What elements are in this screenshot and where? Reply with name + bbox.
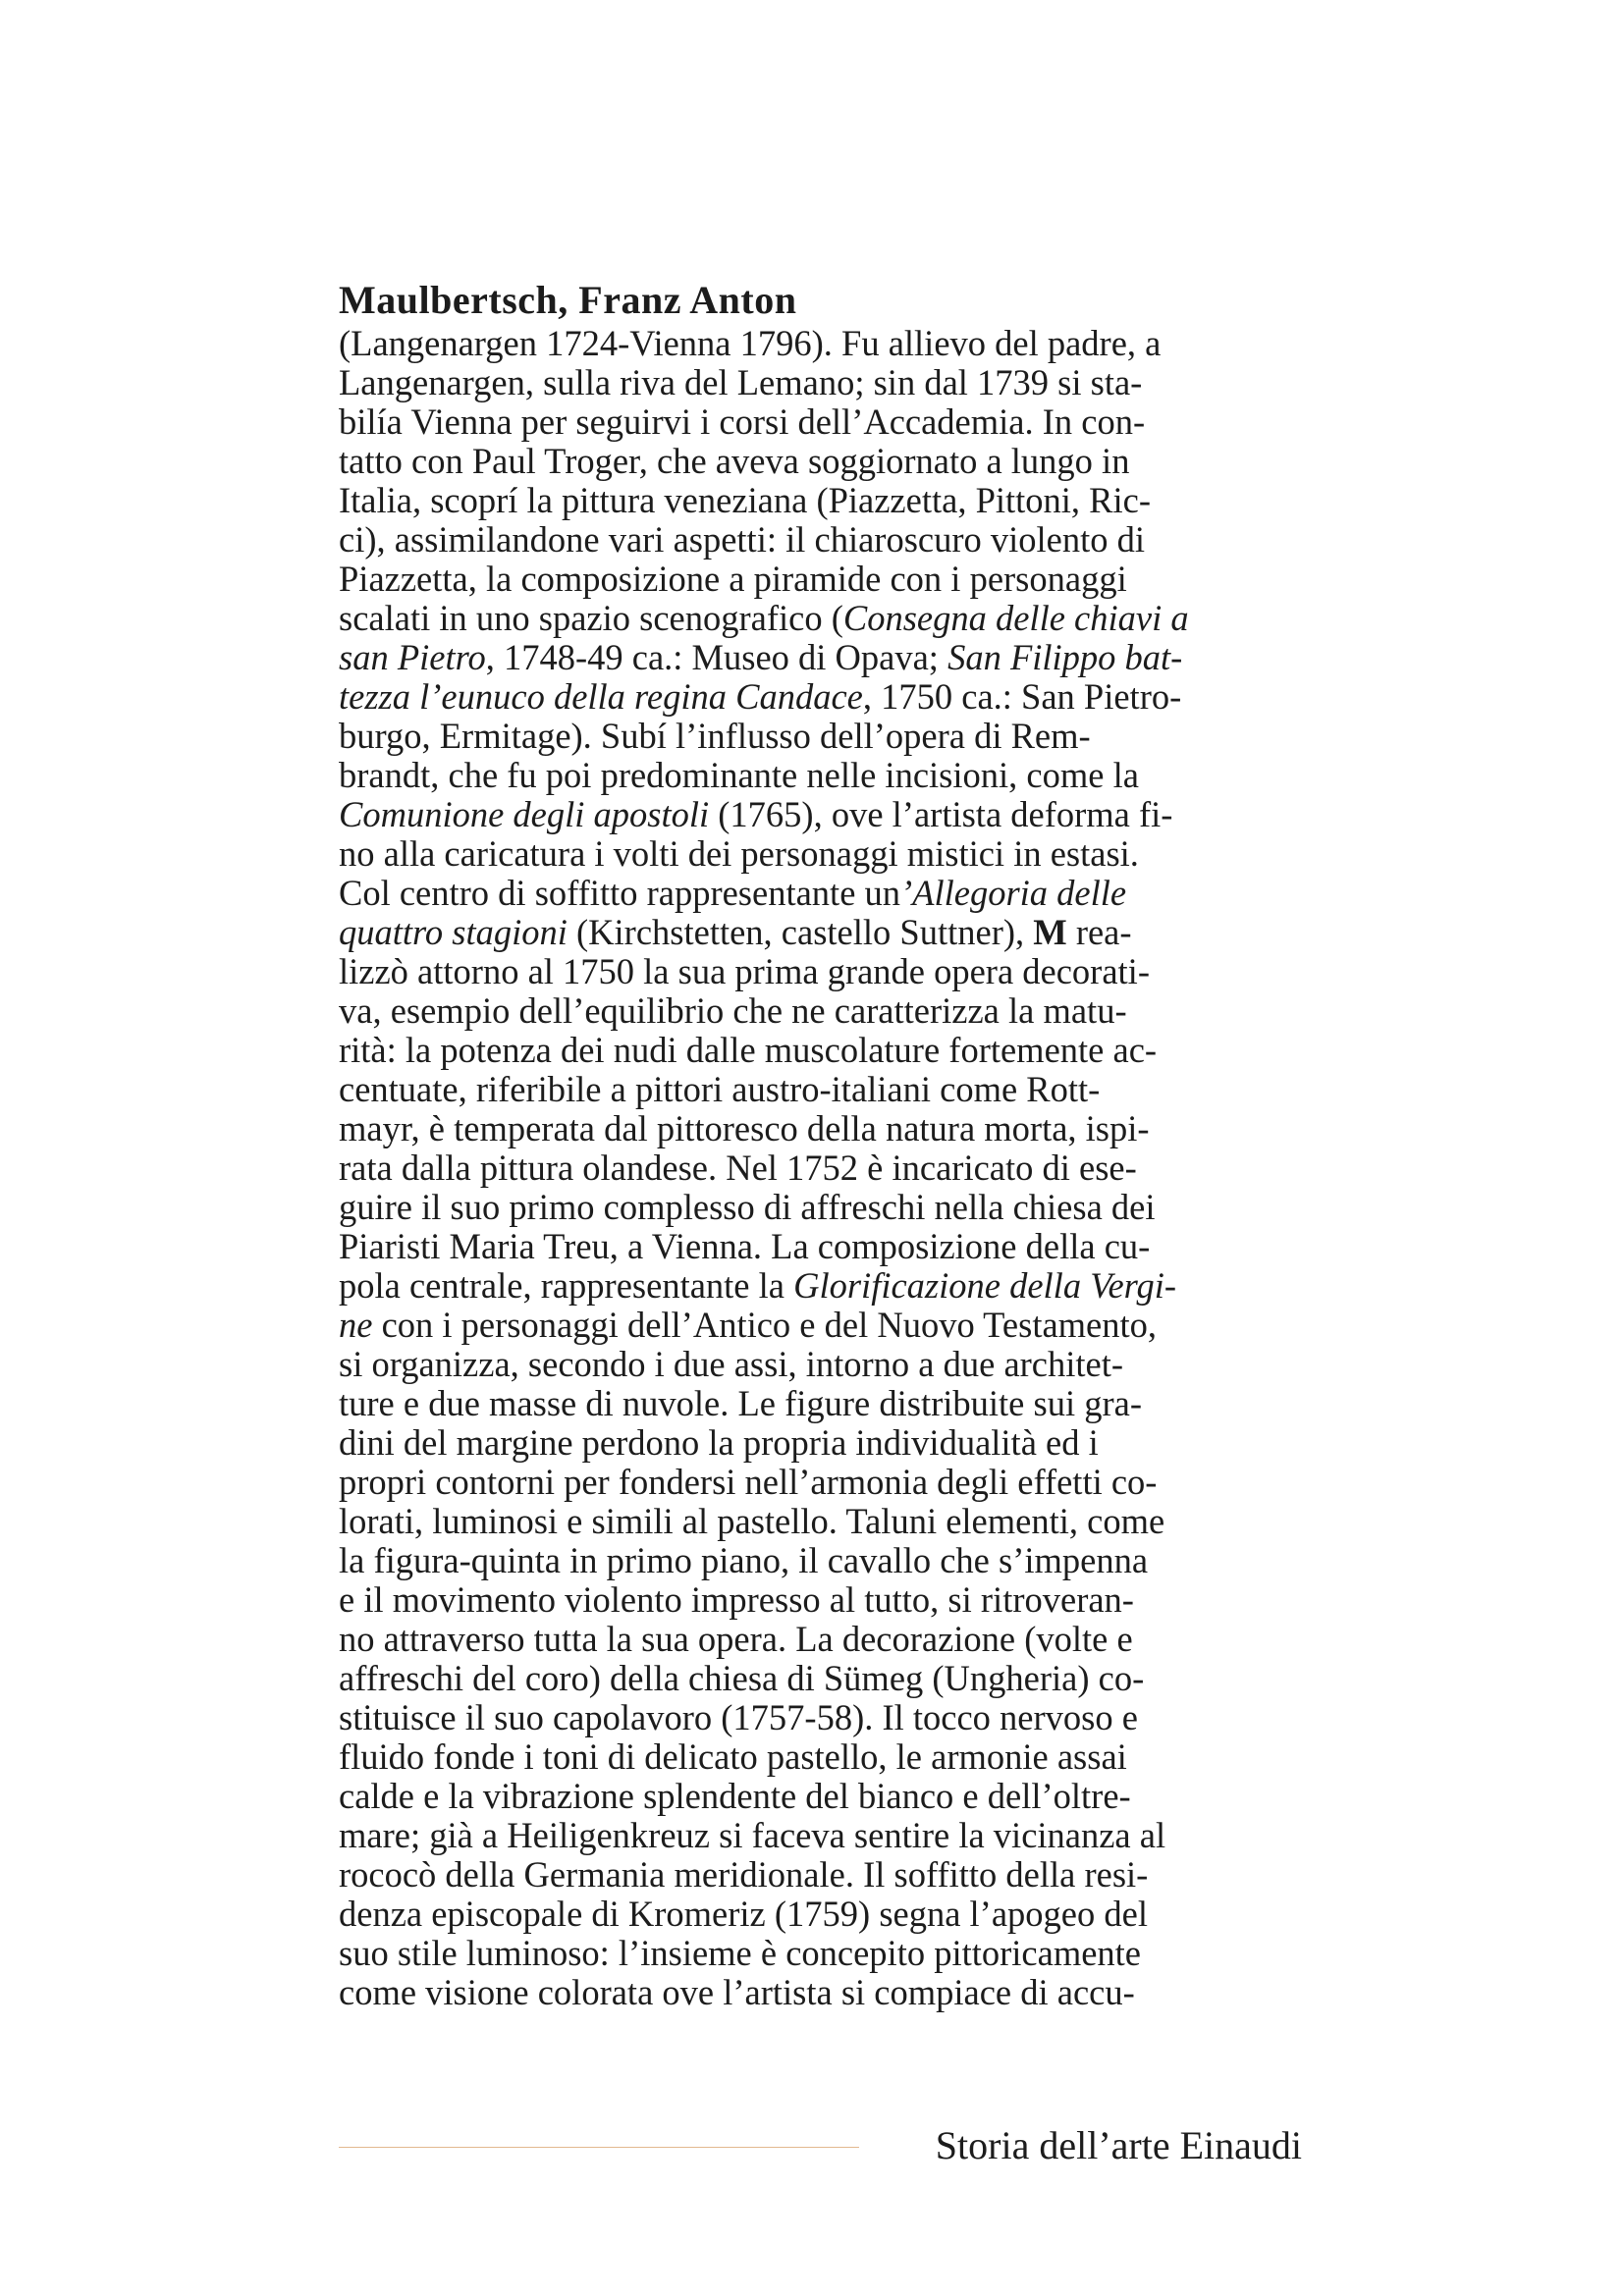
text-segment: brandt, che fu poi predominante nelle incisioni, come la <box>339 755 1139 795</box>
entry-title: Maulbertsch, Franz Anton <box>339 278 797 322</box>
text-segment: va, esempio dell’equilibrio che ne caratterizza la matu- <box>339 990 1127 1031</box>
text-segment: stituisce il suo capolavoro (1757-58). Il tocco nervoso e <box>339 1697 1138 1737</box>
entry-body-text <box>339 324 1301 2012</box>
text-segment: rata dalla pittura olandese. Nel 1752 è incaricato di ese- <box>339 1148 1137 1188</box>
italic-text: san Pietro <box>339 637 486 677</box>
text-line <box>339 1659 1301 1698</box>
text-segment: centuate, riferibile a pittori austro-italiani come Rott- <box>339 1069 1101 1109</box>
text-line <box>339 638 1301 677</box>
text-segment: no attraverso tutta la sua opera. La decorazione (volte e <box>339 1619 1133 1659</box>
text-segment: lorati, luminosi e simili al pastello. Taluni elementi, come <box>339 1501 1165 1541</box>
text-line <box>339 1148 1301 1188</box>
text-segment: guire il suo primo complesso di affreschi nella chiesa dei <box>339 1187 1156 1227</box>
text-segment: e il movimento violento impresso al tutto, si ritroveran- <box>339 1579 1134 1620</box>
text-line <box>339 717 1301 756</box>
italic-text: Glorificazione della Vergi- <box>793 1265 1177 1306</box>
text-segment: suo stile luminoso: l’insieme è concepito pittoricamente <box>339 1933 1142 1973</box>
text-line <box>339 599 1301 638</box>
text-segment: , 1748-49 ca.: Museo di Opava; <box>485 637 948 677</box>
text-line <box>339 1502 1301 1541</box>
text-line <box>339 913 1301 952</box>
text-line <box>339 1541 1301 1580</box>
text-line <box>339 442 1301 481</box>
text-line <box>339 795 1301 834</box>
text-segment: si organizza, secondo i due assi, intorno a due architet- <box>339 1344 1124 1384</box>
footer-rule <box>339 2147 859 2148</box>
text-segment: bilía Vienna per seguirvi i corsi dell’Accademia. In con- <box>339 401 1146 442</box>
text-line <box>339 402 1301 442</box>
text-line <box>339 1463 1301 1502</box>
text-segment: propri contorni per fondersi nell’armonia degli effetti co- <box>339 1462 1158 1502</box>
text-segment: (Langenargen 1724-Vienna 1796). Fu allievo del padre, a <box>339 323 1162 363</box>
text-line <box>339 1384 1301 1423</box>
bold-text: M <box>1033 912 1067 952</box>
text-segment: Italia, scoprí la pittura veneziana (Piazzetta, Pittoni, Ric- <box>339 480 1152 520</box>
text-segment: mayr, è temperata dal pittoresco della natura morta, ispi- <box>339 1108 1150 1148</box>
text-segment: la figura-quinta in primo piano, il cavallo che s’impenna <box>339 1540 1149 1580</box>
text-segment: ture e due masse di nuvole. Le figure distribuite sui gra- <box>339 1383 1142 1423</box>
footer-book-title: Storia dell’arte Einaudi <box>935 2123 1302 2167</box>
text-segment: ci), assimilandone vari aspetti: il chiaroscuro violento di <box>339 519 1146 560</box>
text-line <box>339 1345 1301 1384</box>
text-line <box>339 874 1301 913</box>
italic-text: San Filippo bat- <box>947 637 1183 677</box>
text-segment: con i personaggi dell’Antico e del Nuovo Testamento, <box>372 1305 1158 1345</box>
text-segment: scalati in uno spazio scenografico ( <box>339 598 843 638</box>
text-segment: rococò della Germania meridionale. Il soffitto della resi- <box>339 1854 1149 1895</box>
text-line <box>339 560 1301 599</box>
text-line <box>339 324 1301 363</box>
text-line <box>339 1227 1301 1266</box>
text-line <box>339 834 1301 874</box>
italic-text: Consegna delle chiavi a <box>842 598 1189 638</box>
text-line <box>339 1934 1301 1973</box>
text-line <box>339 1266 1301 1306</box>
text-line <box>339 363 1301 402</box>
text-segment: Piaristi Maria Treu, a Vienna. La composizione della cu- <box>339 1226 1151 1266</box>
text-line <box>339 1777 1301 1816</box>
italic-text: tezza l’eunuco della regina Candace <box>339 676 863 717</box>
text-segment: burgo, Ermitage). Subí l’influsso dell’opera di Rem- <box>339 716 1091 756</box>
text-segment: pola centrale, rappresentante la <box>339 1265 794 1306</box>
text-line <box>339 1855 1301 1895</box>
text-segment: rea- <box>1066 912 1132 952</box>
text-segment: come visione colorata ove l’artista si compiace di accu- <box>339 1972 1135 2012</box>
text-segment: no alla caricatura i volti dei personaggi mistici in estasi. <box>339 833 1139 874</box>
text-line <box>339 1188 1301 1227</box>
text-segment: calde e la vibrazione splendente del bianco e dell’oltre- <box>339 1776 1131 1816</box>
text-line <box>339 1973 1301 2012</box>
text-line <box>339 1895 1301 1934</box>
text-segment: Langenargen, sulla riva del Lemano; sin dal 1739 si sta- <box>339 362 1143 402</box>
text-segment: , 1750 ca.: San Pietro- <box>862 676 1182 717</box>
text-segment: Col centro di soffitto rappresentante un <box>339 873 901 913</box>
text-line <box>339 1423 1301 1463</box>
text-line <box>339 952 1301 991</box>
text-segment: (Kirchstetten, castello Suttner), <box>567 912 1034 952</box>
text-line <box>339 1109 1301 1148</box>
text-line <box>339 991 1301 1031</box>
text-segment: dini del margine perdono la propria individualità ed i <box>339 1422 1099 1463</box>
text-line <box>339 1070 1301 1109</box>
text-line <box>339 1698 1301 1737</box>
text-segment: mare; già a Heiligenkreuz si faceva sentire la vicinanza al <box>339 1815 1166 1855</box>
text-line <box>339 677 1301 717</box>
text-segment: (1765), ove l’artista deforma fi- <box>709 794 1173 834</box>
text-line <box>339 1306 1301 1345</box>
text-line <box>339 520 1301 560</box>
text-segment: denza episcopale di Kromeriz (1759) segna l’apogeo del <box>339 1894 1148 1934</box>
text-line <box>339 481 1301 520</box>
text-segment: tatto con Paul Troger, che aveva soggiornato a lungo in <box>339 441 1130 481</box>
italic-text: ne <box>339 1305 373 1345</box>
text-line <box>339 1620 1301 1659</box>
text-line <box>339 1580 1301 1620</box>
italic-text: ’Allegoria delle <box>900 873 1127 913</box>
text-segment: fluido fonde i toni di delicato pastello, le armonie assai <box>339 1736 1127 1777</box>
text-segment: Piazzetta, la composizione a piramide con i personaggi <box>339 559 1127 599</box>
italic-text: Comunione degli apostoli <box>339 794 710 834</box>
italic-text: quattro stagioni <box>339 912 568 952</box>
text-segment: lizzò attorno al 1750 la sua prima grande opera decorati- <box>339 951 1150 991</box>
text-line <box>339 1031 1301 1070</box>
text-segment: rità: la potenza dei nudi dalle muscolature fortemente ac- <box>339 1030 1158 1070</box>
text-line <box>339 1816 1301 1855</box>
text-segment: affreschi del coro) della chiesa di Sümeg (Ungheria) co- <box>339 1658 1145 1698</box>
text-line <box>339 756 1301 795</box>
text-line <box>339 1737 1301 1777</box>
